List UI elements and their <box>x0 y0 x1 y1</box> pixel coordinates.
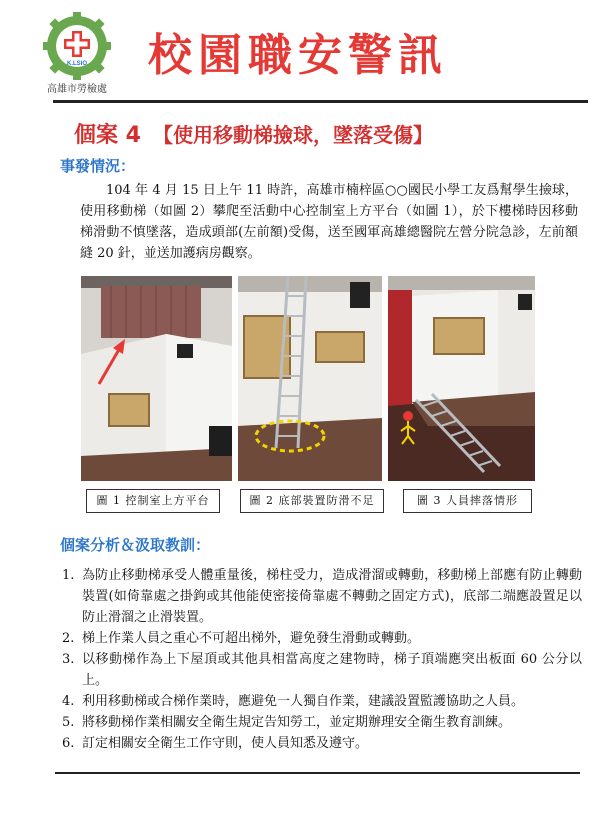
list-item: 6. 訂定相關安全衛生工作守則，使人員知悉及遵守。 <box>62 736 369 751</box>
list-item: 5. 將移動梯作業相關安全衛生規定告知勞工，並定期辦理安全衛生教育訓練。 <box>62 715 512 730</box>
figure-3-caption: 圖 3 人員摔落情形 <box>403 489 532 513</box>
list-item: 2. 梯上作業人員之重心不可超出梯外，避免發生滑動或轉動。 <box>62 631 421 646</box>
incident-text: 104 年 4 月 15 日上午 11 時許，高雄市楠梓區○○國民小學工友爲幫學生撿球，使用移動梯（如圖 2）攀爬至活動中心控制室上方平台（如圖 1），於下樓梯時因移動梯滑動不慎墜落，造成頭部(左前額)受傷，送至國軍高雄總醫院左營分院急診，左前額縫 20 針，並送加護病房觀察。 <box>80 183 578 261</box>
figure-1-caption: 圖 1 控制室上方平台 <box>86 489 220 513</box>
page-title: 校園職安警訊 <box>148 30 448 81</box>
logo-seal <box>38 12 116 96</box>
case-number: 個案 4 <box>74 123 141 148</box>
list-item: 3. 以移動梯作為上下屋頂或其他具相當高度之建物時，梯子頂端應突出板面 60 公分以上。 <box>62 652 582 688</box>
analysis-heading: 個案分析＆汲取教訓： <box>60 536 211 554</box>
logo-text: K.LSIO <box>66 61 88 67</box>
logo-org: 高雄市勞檢處 <box>47 84 107 95</box>
lessons-list <box>62 565 582 754</box>
figure-1-photo <box>81 276 232 481</box>
header-divider <box>53 100 588 103</box>
case-name: 【使用移動梯撿球，墜落受傷】 <box>152 123 433 147</box>
figure-3-photo <box>388 276 535 481</box>
list-item: 1. 為防止移動梯承受人體重量後，梯柱受力，造成滑溜或轉動，移動梯上部應有防止轉動裝置(如倚靠處之掛鉤或其他能使密接倚靠處不轉動之固定方式)，底部二端應設置足以防止滑溜之止滑裝置。 <box>62 568 582 625</box>
footer-divider <box>55 772 580 774</box>
figure-2-photo <box>238 276 382 481</box>
list-item: 4. 利用移動梯或合梯作業時，應避免一人獨自作業，建議設置監護協助之人員。 <box>62 694 525 709</box>
incident-heading: 事發情況： <box>60 157 136 175</box>
case-title <box>74 118 433 149</box>
figure-2-caption: 圖 2 底部裝置防滑不足 <box>240 489 384 513</box>
